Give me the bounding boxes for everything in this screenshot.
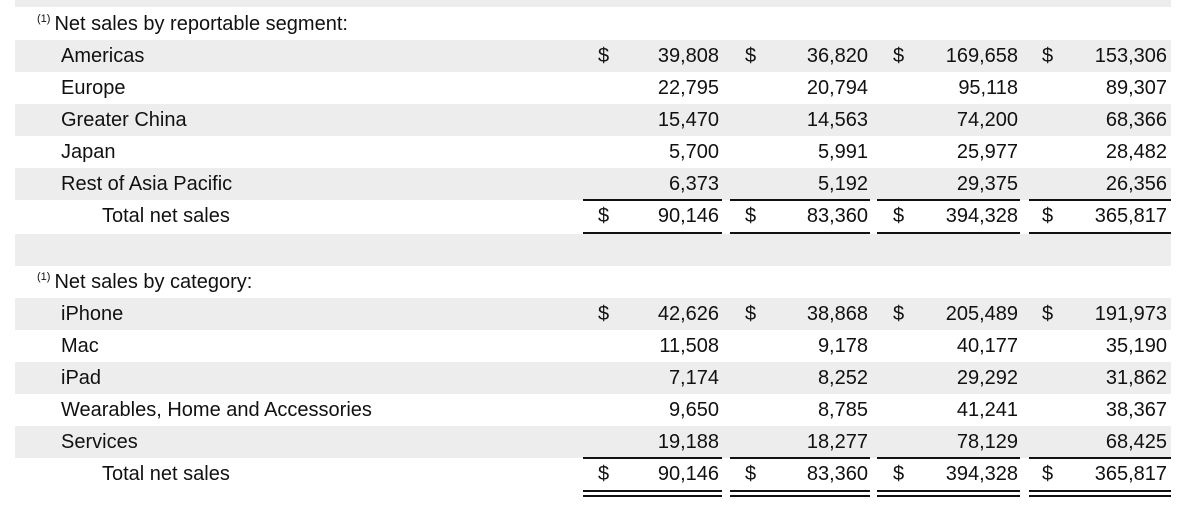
segment-header-text: Net sales by reportable segment: bbox=[54, 13, 348, 35]
value-cell: 31,862 bbox=[1105, 367, 1167, 389]
currency-symbol: $ bbox=[598, 463, 610, 485]
segment-header-row bbox=[15, 8, 1171, 40]
currency-symbol: $ bbox=[598, 45, 610, 67]
table-row bbox=[15, 394, 1171, 426]
table-row bbox=[15, 72, 1171, 104]
currency-symbol: $ bbox=[745, 205, 757, 227]
table-row bbox=[15, 104, 1171, 136]
currency-symbol: $ bbox=[745, 463, 757, 485]
value-cell: 22,795 bbox=[657, 77, 719, 99]
value-cell: 5,700 bbox=[668, 141, 719, 163]
value-cell: 74,200 bbox=[956, 109, 1018, 131]
value-cell: 153,306 bbox=[1094, 45, 1167, 67]
currency-symbol: $ bbox=[893, 303, 905, 325]
currency-symbol: $ bbox=[598, 303, 610, 325]
row-label: Rest of Asia Pacific bbox=[61, 173, 233, 195]
total-row bbox=[15, 458, 1171, 490]
top-shade-bar bbox=[15, 0, 1171, 7]
row-label: Wearables, Home and Accessories bbox=[61, 399, 372, 421]
value-cell: 11,508 bbox=[659, 335, 719, 357]
row-label: Greater China bbox=[61, 109, 187, 131]
value-cell: 95,118 bbox=[958, 77, 1018, 99]
currency-symbol: $ bbox=[1042, 303, 1054, 325]
currency-symbol: $ bbox=[745, 45, 757, 67]
value-cell: 40,177 bbox=[956, 335, 1018, 357]
value-cell: 169,658 bbox=[945, 45, 1018, 67]
currency-symbol: $ bbox=[893, 205, 905, 227]
currency-symbol: $ bbox=[1042, 205, 1054, 227]
category-header-text: Net sales by category: bbox=[54, 271, 253, 293]
category-header bbox=[37, 266, 252, 298]
table-row bbox=[15, 40, 1171, 72]
value-cell: 42,626 bbox=[657, 303, 719, 325]
value-cell: 394,328 bbox=[945, 463, 1018, 485]
total-double-underline bbox=[583, 490, 722, 497]
value-cell: 90,146 bbox=[657, 205, 719, 227]
table-row bbox=[15, 426, 1171, 458]
value-cell: 19,188 bbox=[657, 431, 719, 453]
value-cell: 26,356 bbox=[1105, 173, 1167, 195]
row-label: Europe bbox=[61, 77, 126, 99]
value-cell: 365,817 bbox=[1094, 205, 1167, 227]
value-cell: 25,977 bbox=[956, 141, 1018, 163]
value-cell: 9,178 bbox=[817, 335, 868, 357]
value-cell: 365,817 bbox=[1094, 463, 1167, 485]
segment-header bbox=[37, 8, 348, 40]
value-cell: 35,190 bbox=[1105, 335, 1167, 357]
subtotal-underline bbox=[877, 457, 1020, 459]
subtotal-underline bbox=[877, 199, 1020, 201]
subtotal-underline bbox=[583, 457, 722, 459]
subtotal-underline bbox=[583, 199, 722, 201]
subtotal-underline bbox=[1029, 199, 1171, 201]
value-cell: 14,563 bbox=[806, 109, 868, 131]
table-row bbox=[15, 362, 1171, 394]
table-row bbox=[15, 298, 1171, 330]
value-cell: 68,425 bbox=[1105, 431, 1167, 453]
value-cell: 18,277 bbox=[806, 431, 868, 453]
row-label: iPad bbox=[61, 367, 102, 389]
value-cell: 28,482 bbox=[1105, 141, 1167, 163]
value-cell: 41,241 bbox=[956, 399, 1018, 421]
currency-symbol: $ bbox=[745, 303, 757, 325]
value-cell: 15,470 bbox=[657, 109, 719, 131]
value-cell: 6,373 bbox=[668, 173, 719, 195]
subtotal-underline bbox=[730, 457, 870, 459]
row-label: Americas bbox=[61, 45, 145, 67]
category-header-row bbox=[15, 266, 1171, 298]
value-cell: 394,328 bbox=[945, 205, 1018, 227]
currency-symbol: $ bbox=[1042, 463, 1054, 485]
table-row bbox=[15, 136, 1171, 168]
subtotal-underline bbox=[730, 199, 870, 201]
value-cell: 38,868 bbox=[806, 303, 868, 325]
value-cell: 8,785 bbox=[817, 399, 868, 421]
total-double-underline bbox=[1029, 490, 1171, 497]
spacer-row bbox=[15, 234, 1171, 266]
value-cell: 29,375 bbox=[956, 173, 1018, 195]
value-cell: 38,367 bbox=[1105, 399, 1167, 421]
value-cell: 68,366 bbox=[1105, 109, 1167, 131]
value-cell: 90,146 bbox=[657, 463, 719, 485]
total-row bbox=[15, 200, 1171, 232]
value-cell: 205,489 bbox=[945, 303, 1018, 325]
row-label: Mac bbox=[61, 335, 99, 357]
value-cell: 89,307 bbox=[1105, 77, 1167, 99]
value-cell: 39,808 bbox=[657, 45, 719, 67]
total-double-underline bbox=[877, 490, 1020, 497]
value-cell: 191,973 bbox=[1094, 303, 1167, 325]
total-label: Total net sales bbox=[102, 463, 230, 485]
row-label: Japan bbox=[61, 141, 116, 163]
row-label: iPhone bbox=[61, 303, 124, 325]
total-double-underline bbox=[730, 490, 870, 497]
table-row bbox=[15, 168, 1171, 200]
currency-symbol: $ bbox=[1042, 45, 1054, 67]
currency-symbol: $ bbox=[893, 45, 905, 67]
value-cell: 9,650 bbox=[668, 399, 719, 421]
value-cell: 29,292 bbox=[956, 367, 1018, 389]
currency-symbol: $ bbox=[598, 205, 610, 227]
value-cell: 36,820 bbox=[806, 45, 868, 67]
value-cell: 83,360 bbox=[806, 205, 868, 227]
value-cell: 5,991 bbox=[817, 141, 868, 163]
value-cell: 8,252 bbox=[817, 367, 868, 389]
subtotal-underline bbox=[1029, 457, 1171, 459]
value-cell: 20,794 bbox=[806, 77, 868, 99]
total-label: Total net sales bbox=[102, 205, 230, 227]
value-cell: 83,360 bbox=[806, 463, 868, 485]
value-cell: 7,174 bbox=[668, 367, 719, 389]
footnote-marker: (1) bbox=[37, 271, 51, 284]
value-cell: 5,192 bbox=[817, 173, 868, 195]
footnote-marker: (1) bbox=[37, 13, 51, 26]
table-row bbox=[15, 330, 1171, 362]
value-cell: 78,129 bbox=[956, 431, 1018, 453]
currency-symbol: $ bbox=[893, 463, 905, 485]
row-label: Services bbox=[61, 431, 138, 453]
